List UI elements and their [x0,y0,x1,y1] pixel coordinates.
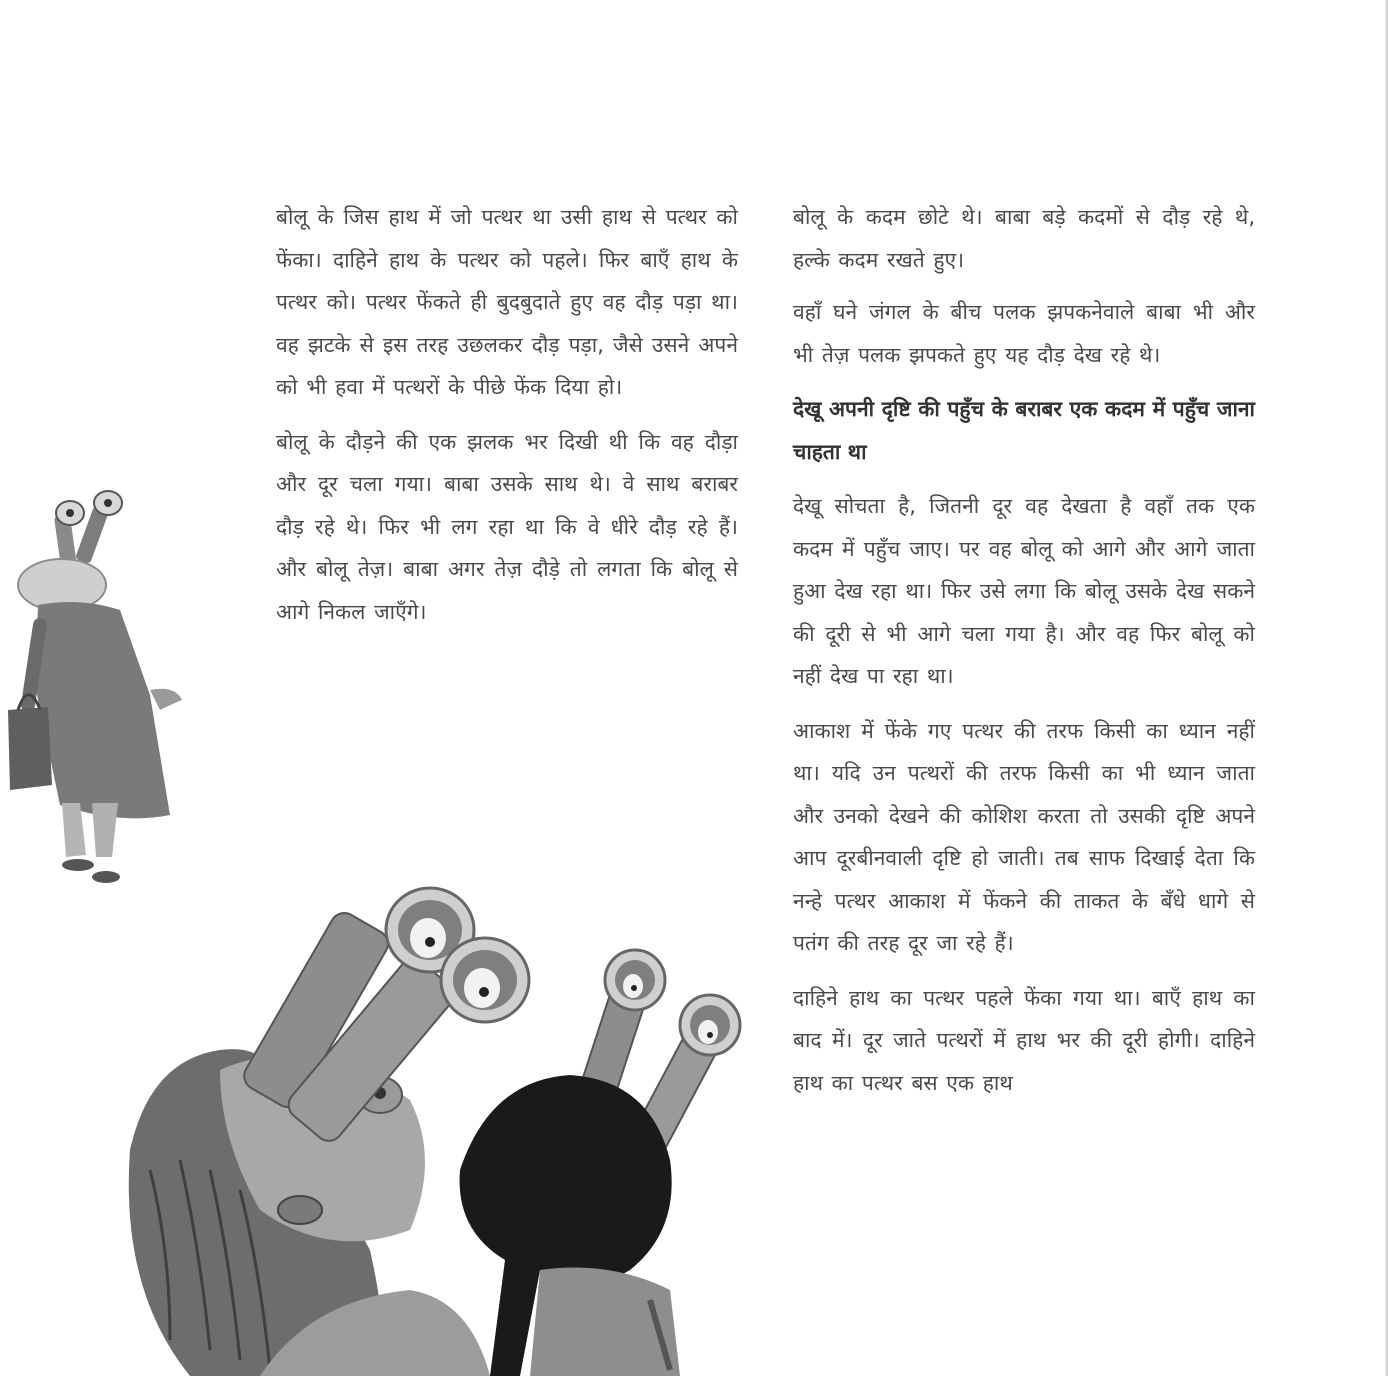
section-heading: देखू अपनी दृष्टि की पहुँच के बराबर एक कदम में पहुँच जाना चाहता था [793,397,1255,464]
paragraph: दाहिने हाथ का पत्थर पहले फेंका गया था। बाएँ हाथ का बाद में। दूर जाते पत्थरों में हाथ भर की दूरी होगी। दाहिने हाथ का पत्थर बस एक हाथ [793,985,1255,1095]
left-text-column [276,196,738,645]
paragraph: देखू सोचता है, जितनी दूर वह देखता है वहाँ तक एक कदम में पहुँच जाए। पर वह बोलू को आगे और आगे जाता हुआ देख रहा था। फिर उसे लगा कि बोलू उसके देख सकने की दूरी से भी आगे चला गया है। और वह फिर बोलू को नहीं देख पा रहा था। [793,494,1255,688]
paragraph: वहाँ घने जंगल के बीच पलक झपकनेवाले बाबा भी और भी तेज़ पलक झपकते हुए यह दौड़ देख रहे थे। [793,300,1255,367]
paragraph: आकाश में फेंके गए पत्थर की तरफ किसी का ध्यान नहीं था। यदि उन पत्थरों की तरफ किसी का भी ध्यान जाता और उनको देखने की कोशिश करता तो उसकी दृष्टि अपने आप दूरबीनवाली दृष्टि हो जाती। तब साफ दिखाई देता कि नन्हे पत्थर आकाश में फेंकने की ताकत के बँधे धागे से पतंग की तरह दूर जा रहे हैं। [793,718,1255,955]
paragraph: बोलू के जिस हाथ में जो पत्थर था उसी हाथ से पत्थर को फेंका। दाहिने हाथ के पत्थर को पहले। फिर बाएँ हाथ के पत्थर को। पत्थर फेंकते ही बुदबुदाते हुए वह दौड़ पड़ा था। वह झटके से इस तरह उछलकर दौड़ पड़ा, जैसे उसने अपने को भी हवा में पत्थरों के पीछे फेंक दिया हो। [276,205,738,399]
illustration-man-with-bag [0,485,200,895]
paragraph: बोलू के कदम छोटे थे। बाबा बड़े कदमों से दौड़ रहे थे, हल्के कदम रखते हुए। [793,205,1255,272]
illustration-man-and-girl-looking-up [110,870,770,1376]
paragraph: बोलू के दौड़ने की एक झलक भर दिखी थी कि वह दौड़ा और दूर चला गया। बाबा उसके साथ थे। वे साथ बराबर दौड़ रहे थे। फिर भी लग रहा था कि वे धीरे दौड़ रहे हैं। और बोलू तेज़। बाबा अगर तेज़ दौड़े तो लगता कि बोलू से आगे निकल जाएँगे। [276,429,738,624]
right-text-column [793,196,1255,1116]
